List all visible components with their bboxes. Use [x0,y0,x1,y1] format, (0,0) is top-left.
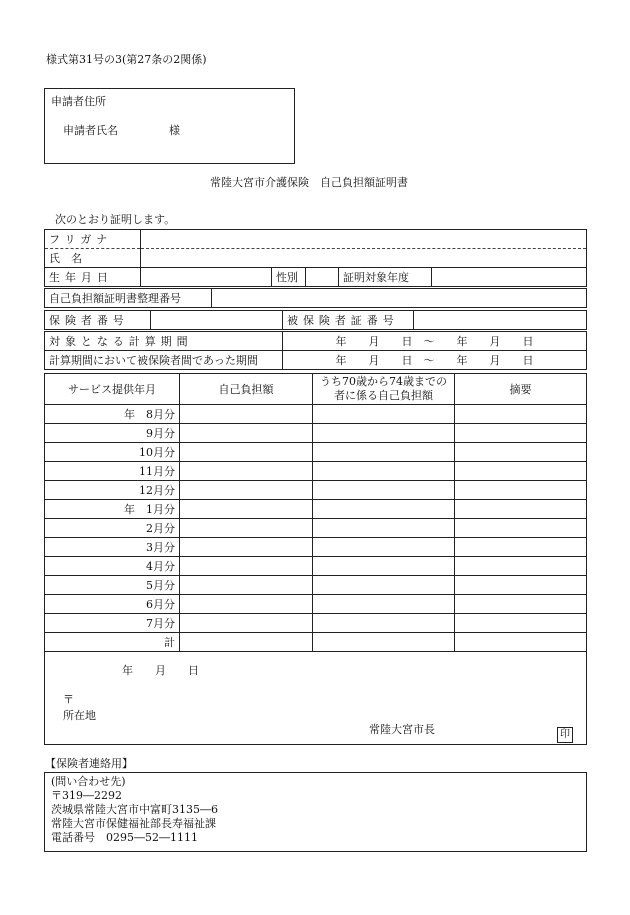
contact-line: 常陸大宮市保健福祉部長寿福祉課 [51,817,216,830]
name-label: 氏 名 [45,249,141,268]
table-row [45,614,587,633]
remarks-cell[interactable] [455,595,587,614]
month-label: 4月分 [45,557,180,576]
month-label: 3月分 [45,538,180,557]
cert-year-value[interactable] [432,268,587,287]
location-label: 所在地 [63,709,96,722]
month-rows [45,405,587,652]
remarks-cell[interactable] [455,557,587,576]
remarks-cell[interactable] [455,538,587,557]
table-row [45,519,587,538]
remarks-cell[interactable] [455,500,587,519]
table-row [45,462,587,481]
age-70-74-cell[interactable] [313,481,455,500]
month-label: 6月分 [45,595,180,614]
table-row [45,576,587,595]
applicant-box [44,88,295,164]
honorific: 様 [169,124,180,137]
name-value[interactable] [141,249,587,268]
period-table [44,331,587,370]
cert-number-value[interactable] [212,289,587,308]
form-number: 様式第31号の3(第27条の2関係) [46,53,207,66]
cert-number-table [44,288,587,308]
self-pay-cell[interactable] [180,405,313,424]
contact-line: 茨城県常陸大宮市中富町3135―6 [51,803,218,816]
contact-line: (問い合わせ先) [51,775,126,788]
table-row [45,481,587,500]
self-pay-cell[interactable] [180,538,313,557]
number-table [44,310,587,330]
age-70-74-cell[interactable] [313,443,455,462]
postal-mark: 〒 [63,693,74,706]
month-label: 11月分 [45,462,180,481]
self-pay-cell[interactable] [180,595,313,614]
contact-box [44,772,587,852]
certifier-box [44,646,587,745]
furigana-row [45,230,587,249]
self-pay-cell[interactable] [180,519,313,538]
remarks-cell[interactable] [455,462,587,481]
month-label: 12月分 [45,481,180,500]
month-label: 7月分 [45,614,180,633]
name-row [45,249,587,268]
self-pay-cell[interactable] [180,481,313,500]
insured-number-value[interactable] [414,311,587,330]
insured-period-label: 計算期間において被保険者間であった期間 [45,351,283,370]
monthly-table [44,373,587,652]
age-70-74-cell[interactable] [313,424,455,443]
self-pay-cell[interactable] [180,557,313,576]
self-pay-cell[interactable] [180,443,313,462]
self-pay-cell[interactable] [180,576,313,595]
age-70-74-cell[interactable] [313,557,455,576]
table-row [45,443,587,462]
remarks-cell[interactable] [455,443,587,462]
month-label: 10月分 [45,443,180,462]
seal-icon: 印 [557,727,573,743]
intro-text: 次のとおり証明します。 [55,213,176,226]
remarks-cell[interactable] [455,424,587,443]
header-age-70-74-line2: 者に係る自己負担額 [334,389,433,402]
table-row [45,595,587,614]
self-pay-cell[interactable] [180,424,313,443]
month-label: 計 [45,633,180,652]
self-pay-cell[interactable] [180,614,313,633]
age-70-74-cell[interactable] [313,614,455,633]
gender-label: 性別 [272,268,306,287]
table-row [45,405,587,424]
cert-number-label: 自己負担額証明書整理番号 [45,289,212,308]
age-70-74-cell[interactable] [313,405,455,424]
month-label: 2月分 [45,519,180,538]
insurer-number-label: 保険者番号 [45,311,151,330]
insured-period-value[interactable]: 年 月 日 〜 年 月 日 [283,351,587,370]
self-pay-cell[interactable] [180,500,313,519]
furigana-value[interactable] [141,230,587,249]
age-70-74-cell[interactable] [313,462,455,481]
contact-line: 〒319―2292 [51,789,122,802]
table-row [45,424,587,443]
remarks-cell[interactable] [455,576,587,595]
age-70-74-cell[interactable] [313,595,455,614]
birthdate-value[interactable] [141,268,272,287]
age-70-74-cell[interactable] [313,500,455,519]
calc-period-value[interactable]: 年 月 日 〜 年 月 日 [283,332,587,351]
gender-value[interactable] [306,268,339,287]
cert-year-label: 証明対象年度 [339,268,432,287]
calc-period-label: 対象となる計算期間 [45,332,283,351]
table-row [45,538,587,557]
month-label: 9月分 [45,424,180,443]
birth-table [44,267,587,287]
contact-line: 電話番号 0295―52―1111 [51,831,198,844]
header-remarks: 摘要 [455,374,587,405]
header-age-70-74-line1: うち70歳から74歳までの [320,375,447,388]
remarks-cell[interactable] [455,614,587,633]
table-row [45,557,587,576]
applicant-name-label: 申請者氏名 [63,124,118,137]
table-row [45,500,587,519]
self-pay-cell[interactable] [180,462,313,481]
month-label: 5月分 [45,576,180,595]
cert-date[interactable]: 年 月 日 [122,664,199,677]
age-70-74-cell[interactable] [313,519,455,538]
furigana-label: フリガナ [45,230,141,249]
insured-number-label: 被保険者証番号 [283,311,414,330]
mayor-label: 常陸大宮市長 [369,723,435,736]
header-self-pay: 自己負担額 [180,374,313,405]
remarks-cell[interactable] [455,519,587,538]
remarks-cell[interactable] [455,481,587,500]
contact-header: 【保険者連絡用】 [45,757,133,770]
header-service-month: サービス提供年月 [45,374,180,405]
remarks-cell[interactable] [455,405,587,424]
age-70-74-cell[interactable] [313,538,455,557]
info-table [44,229,587,268]
age-70-74-cell[interactable] [313,576,455,595]
header-age-70-74 [313,374,455,405]
insurer-number-value[interactable] [151,311,283,330]
month-label: 年 1月分 [45,500,180,519]
applicant-address-label: 申請者住所 [51,95,106,108]
birthdate-label: 生年月日 [45,268,141,287]
month-label: 年 8月分 [45,405,180,424]
page-title: 常陸大宮市介護保険 自己負担額証明書 [210,176,408,189]
